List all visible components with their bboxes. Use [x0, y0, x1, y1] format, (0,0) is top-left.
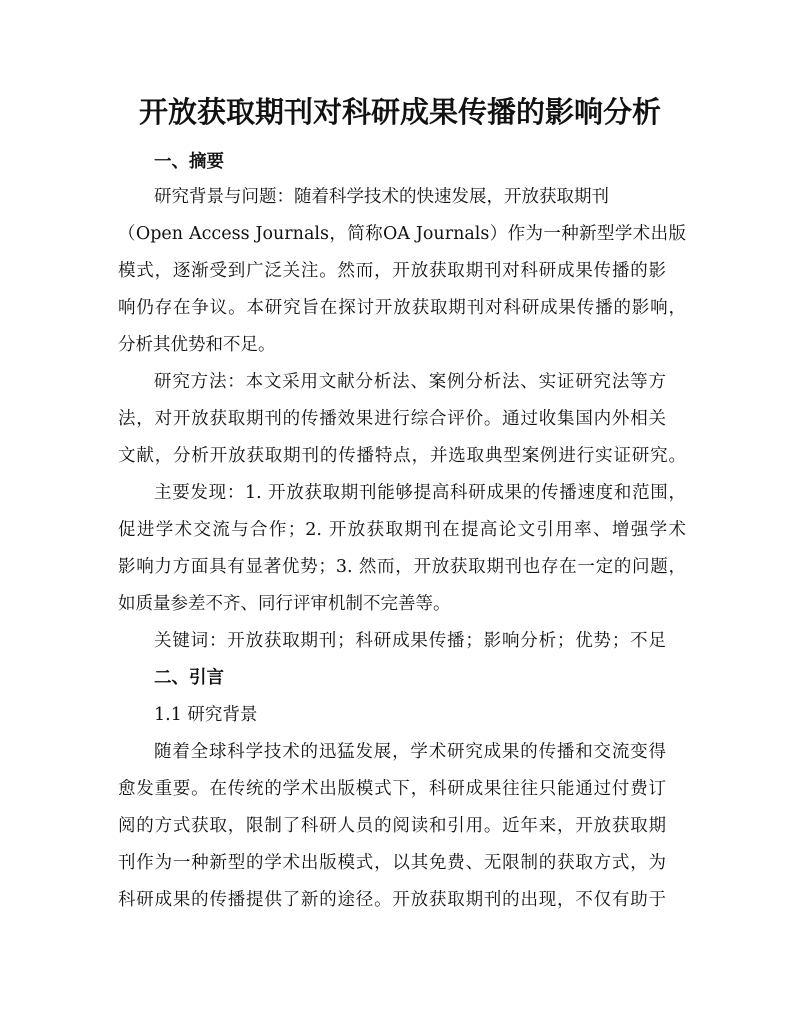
section-heading-abstract: 一、摘要 — [154, 152, 224, 172]
abstract-findings-line: 促进学术交流与合作；2. 开放获取期刊在提高论文引用率、增强学术 — [118, 520, 686, 540]
abstract-methods-line: 研究方法：本文采用文献分析法、案例分析法、实证研究法等方 — [154, 372, 666, 392]
subsection-heading-background: 1.1 研究背景 — [154, 705, 258, 725]
abstract-background-line: 模式，逐渐受到广泛关注。然而，开放获取期刊对科研成果传播的影 — [118, 261, 666, 281]
abstract-findings-line: 如质量参差不齐、同行评审机制不完善等。 — [118, 594, 451, 614]
abstract-background-line: 响仍存在争议。本研究旨在探讨开放获取期刊对科研成果传播的影响， — [118, 298, 686, 318]
section-heading-introduction: 二、引言 — [154, 668, 224, 688]
abstract-background-line: 研究背景与问题：随着科学技术的快速发展，开放获取期刊 — [154, 187, 609, 207]
abstract-background-line: （Open Access Journals，简称OA Journals）作为一种新型学术出版 — [118, 224, 686, 244]
abstract-findings-line: 影响力方面具有显著优势；3. 然而，开放获取期刊也存在一定的问题， — [118, 557, 686, 577]
intro-paragraph-line: 随着全球科学技术的迅猛发展，学术研究成果的传播和交流变得 — [154, 742, 666, 762]
abstract-findings-line: 主要发现：1. 开放获取期刊能够提高科研成果的传播速度和范围， — [154, 483, 686, 503]
document-title: 开放获取期刊对科研成果传播的影响分析 — [138, 95, 661, 129]
abstract-methods-line: 法，对开放获取期刊的传播效果进行综合评价。通过收集国内外相关 — [118, 409, 666, 429]
keywords-line: 关键词：开放获取期刊；科研成果传播；影响分析；优势；不足 — [154, 631, 666, 651]
intro-paragraph-line: 阅的方式获取，限制了科研人员的阅读和引用。近年来，开放获取期 — [118, 816, 666, 836]
abstract-methods-line: 文献，分析开放获取期刊的传播特点，并选取典型案例进行实证研究。 — [118, 446, 686, 466]
intro-paragraph-line: 愈发重要。在传统的学术出版模式下，科研成果往往只能通过付费订 — [118, 779, 666, 799]
intro-paragraph-line: 科研成果的传播提供了新的途径。开放获取期刊的出现，不仅有助于 — [118, 890, 666, 910]
intro-paragraph-line: 刊作为一种新型的学术出版模式，以其免费、无限制的获取方式，为 — [118, 853, 666, 873]
abstract-background-line: 分析其优势和不足。 — [118, 335, 276, 355]
